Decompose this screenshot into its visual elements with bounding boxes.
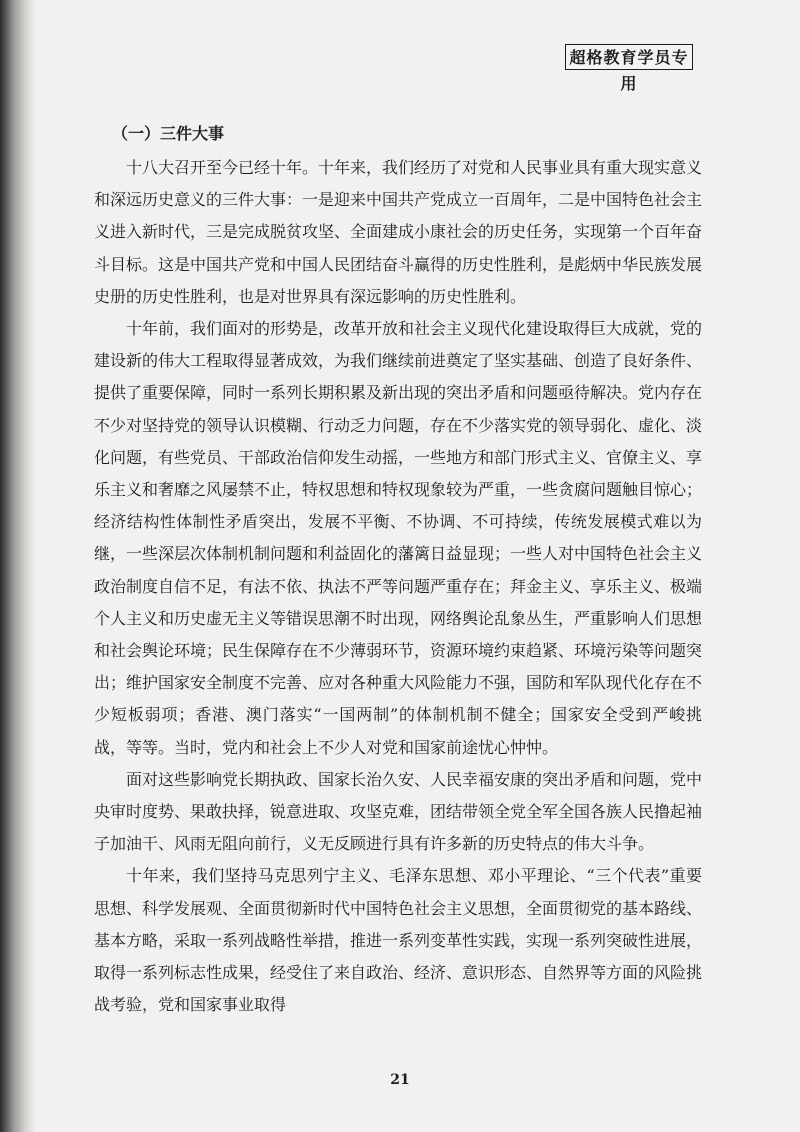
- body-text: [94, 152, 702, 1021]
- paragraph: 十年来，我们坚持马克思列宁主义、毛泽东思想、邓小平理论、“三个代表”重要思想、科学发展观、全面贯彻新时代中国特色社会主义思想，全面贯彻党的基本路线、基本方略，采取一系列战略性举措，推进一系列变革性实践，实现一系列突破性进展，取得一系列标志性成果，经受住了来自政治、经济、意识形态、自然界等方面的风险挑战考验，党和国家事业取得: [94, 866, 703, 1015]
- paragraph: 十八大召开至今已经十年。十年来，我们经历了对党和人民事业具有重大现实意义和深远历史意义的三件大事：一是迎来中国共产党成立一百周年，二是中国特色社会主义进入新时代，三是完成脱贫攻坚、全面建成小康社会的历史任务，实现第一个百年奋斗目标。这是中国共产党和中国人民团结奋斗赢得的历史性胜利，是彪炳中华民族发展史册的历史性胜利，也是对世界具有深远影响的历史性胜利。: [94, 158, 703, 306]
- header-badge: 超格教育学员专用: [565, 44, 693, 70]
- paragraph: 面对这些影响党长期执政、国家长治久安、人民幸福安康的突出矛盾和问题，党中央审时度势、果敢抉择，锐意进取、攻坚克难，团结带领全党全军全国各族人民撸起袖子加油干、风雨无阻向前行，义无反顾进行具有许多新的历史特点的伟大斗争。: [94, 769, 703, 854]
- page-number: 21: [390, 1072, 410, 1088]
- page-binding-shadow: [0, 0, 36, 1132]
- section-heading: （一）三件大事: [112, 124, 225, 143]
- paragraph: 十年前，我们面对的形势是，改革开放和社会主义现代化建设取得巨大成就，党的建设新的伟大工程取得显著成效，为我们继续前进奠定了坚实基础、创造了良好条件、提供了重要保障，同时一系列长期积累及新出现的突出矛盾和问题亟待解决。党内存在不少对坚持党的领导认识模糊、行动乏力问题，存在不少落实党的领导弱化、虚化、淡化问题，有些党员、干部政治信仰发生动摇，一些地方和部门形式主义、官僚主义、享乐主义和奢靡之风屡禁不止，特权思想和特权现象较为严重，一些贪腐问题触目惊心；经济结构性体制性矛盾突出，发展不平衡、不协调、不可持续，传统发展模式难以为继，一些深层次体制机制问题和利益固化的藩篱日益显现；一些人对中国特色社会主义政治制度自信不足，有法不依、执法不严等问题严重存在；拜金主义、享乐主义、极端个人主义和历史虚无主义等错误思潮不时出现，网络舆论乱象丛生，严重影响人们思想和社会舆论环境；民生保障存在不少薄弱环节，资源环境约束趋紧、环境污染等问题突出；维护国家安全制度不完善、应对各种重大风险能力不强，国防和军队现代化存在不少短板弱项；香港、澳门落实“一国两制”的体制机制不健全；国家安全受到严峻挑战，等等。当时，党内和社会上不少人对党和国家前途忧心忡忡。: [94, 319, 703, 757]
